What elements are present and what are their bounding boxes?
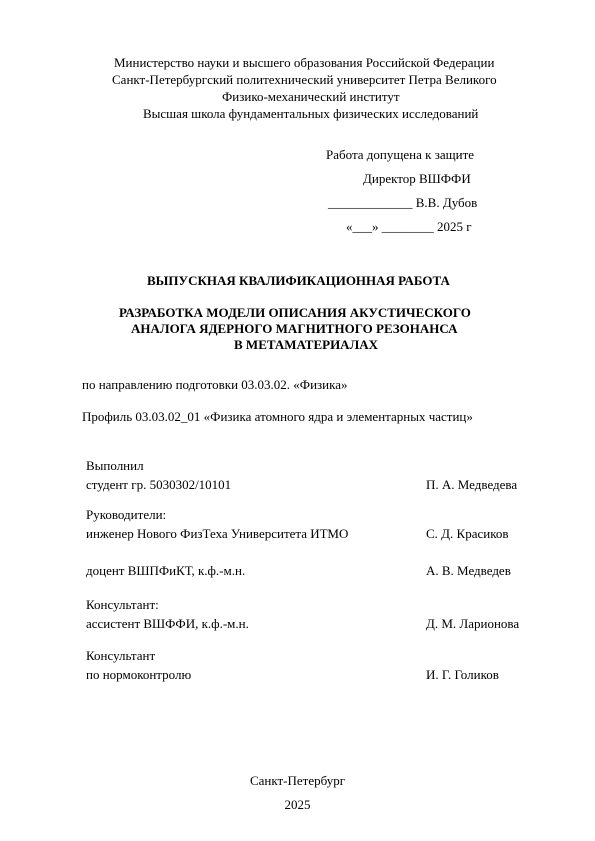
study-profile: Профиль 03.03.02_01 «Физика атомного ядра и элементарных частиц» bbox=[82, 409, 473, 424]
study-direction: по направлению подготовки 03.03.02. «Физика» bbox=[82, 377, 348, 392]
normcontrol-role: по нормоконтролю bbox=[86, 667, 192, 682]
supervisor-2-role: доцент ВШПФиКТ, к.ф.-м.н. bbox=[86, 563, 246, 578]
supervisor-2-name: А. В. Медведев bbox=[426, 563, 511, 578]
ministry-line: Министерство науки и высшего образования Российской Федерации bbox=[114, 55, 495, 70]
supervisors-label: Руководители: bbox=[86, 507, 167, 522]
supervisor-1-name: С. Д. Красиков bbox=[426, 526, 509, 541]
thesis-title-line-1: РАЗРАБОТКА МОДЕЛИ ОПИСАНИЯ АКУСТИЧЕСКОГО bbox=[119, 305, 471, 320]
institute-line: Физико-механический институт bbox=[222, 89, 400, 104]
normcontrol-label: Консультант bbox=[86, 648, 156, 663]
supervisor-1-role: инженер Нового ФизТеха Университета ИТМО bbox=[86, 526, 349, 541]
performer-label: Выполнил bbox=[86, 458, 144, 473]
school-line: Высшая школа фундаментальных физических исследований bbox=[143, 106, 479, 121]
work-type-title: ВЫПУСКНАЯ КВАЛИФИКАЦИОННАЯ РАБОТА bbox=[147, 273, 450, 288]
consultant-label: Консультант: bbox=[86, 597, 159, 612]
university-line: Санкт-Петербургский политехнический университет Петра Великого bbox=[112, 72, 497, 87]
consultant-name: Д. М. Ларионова bbox=[426, 616, 520, 631]
performer-name: П. А. Медведева bbox=[426, 477, 518, 492]
thesis-title-line-2: АНАЛОГА ЯДЕРНОГО МАГНИТНОГО РЕЗОНАНСА bbox=[131, 321, 458, 336]
normcontrol-name: И. Г. Голиков bbox=[426, 667, 499, 682]
thesis-title-line-3: В МЕТАМАТЕРИАЛАХ bbox=[234, 337, 379, 352]
consultant-role: ассистент ВШФФИ, к.ф.-м.н. bbox=[86, 616, 249, 631]
approval-signature: _____________ В.В. Дубов bbox=[328, 195, 478, 210]
approval-admitted: Работа допущена к защите bbox=[326, 147, 475, 162]
footer-year: 2025 bbox=[284, 797, 311, 812]
performer-role: студент гр. 5030302/10101 bbox=[86, 477, 232, 492]
approval-director: Директор ВШФФИ bbox=[363, 171, 471, 186]
footer-city: Санкт-Петербург bbox=[249, 773, 346, 788]
approval-date: «___» ________ 2025 г bbox=[346, 219, 472, 234]
